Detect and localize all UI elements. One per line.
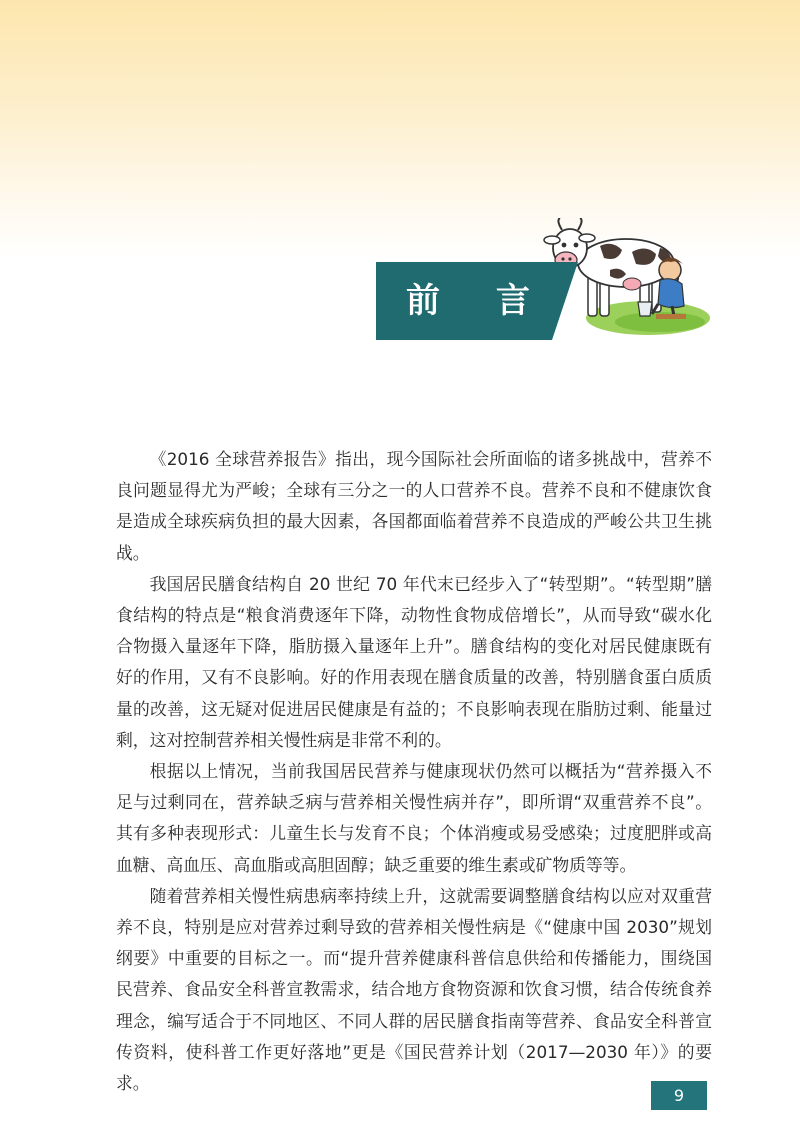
preface-body <box>116 444 712 1099</box>
paragraph: 《2016 全球营养报告》指出，现今国际社会所面临的诸多挑战中，营养不良问题显得尤为严峻；全球有三分之一的人口营养不良。营养不良和不健康饮食是造成全球疾病负担的最大因素，各国都面临着营养不良造成的严峻公共卫生挑战。 <box>116 449 712 563</box>
title-banner <box>376 262 578 340</box>
page-number: 9 <box>651 1081 707 1110</box>
page-title: 前 言 <box>406 281 552 321</box>
paragraph: 我国居民膳食结构自 20 世纪 70 年代末已经步入了“转型期”。“转型期”膳食结构的特点是“粮食消费逐年下降，动物性食物成倍增长”，从而导致“碳水化合物摄入量逐年下降，脂肪摄入量逐年上升”。膳食结构的变化对居民健康既有好的作用，又有不良影响。好的作用表现在膳食质量的改善，特别膳食蛋白质质量的改善，这无疑对促进居民健康是有益的；不良影响表现在脂肪过剩、能量过剩，这对控制营养相关慢性病是非常不利的。 <box>116 573 712 750</box>
paragraph: 根据以上情况，当前我国居民营养与健康现状仍然可以概括为“营养摄入不足与过剩同在，营养缺乏病与营养相关慢性病并存”，即所谓“双重营养不良”。其有多种表现形式：儿童生长与发育不良；个体消瘦或易受感染；过度肥胖或高血糖、高血压、高血脂或高胆固醇；缺乏重要的维生素或矿物质等等。 <box>116 761 712 875</box>
paragraph: 随着营养相关慢性病患病率持续上升，这就需要调整膳食结构以应对双重营养不良，特别是应对营养过剩导致的营养相关慢性病是《“健康中国 2030”规划纲要》中重要的目标之一。而“提升营养健康科普信息供给和传播能力，围绕国民营养、食品安全科普宣教需求，结合地方食物资源和饮食习惯，结合传统食养理念，编写适合于不同地区、不同人群的居民膳食指南等营养、食品安全科普宣传资料，使科普工作更好落地”更是《国民营养计划（2017—2030 年）》的要求。 <box>116 885 712 1094</box>
